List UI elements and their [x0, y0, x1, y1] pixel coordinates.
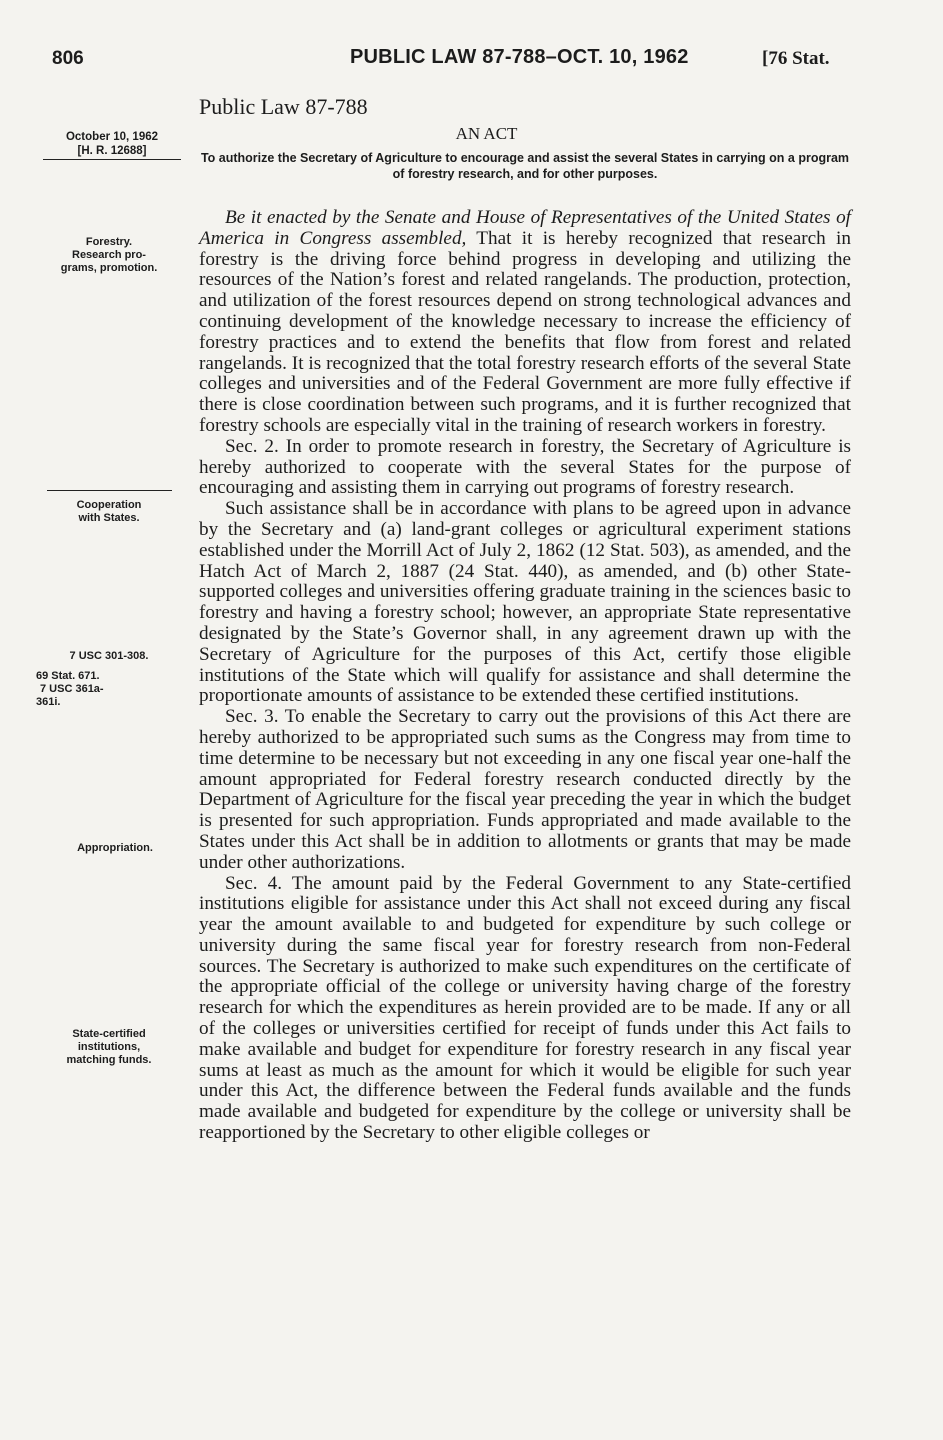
section-4-text: The amount paid by the Federal Government to any State-certified institutions eligible for assistance under this Act shall not exceed during any fiscal year the amount available to and budgeted for expenditure by such college or university during the same fiscal year for forestry research from non-Federal sources. The Secretary is authorized to make such expenditures on the certificate of the appropriate official of the college or university having charge of the forestry research for which the expenditures as herein provided are to be made. If any or all of the colleges or universities certified for receipt of funds under this Act fails to make available and budget for expenditure for forestry research in any fiscal year sums at least as much as the amount for which it would be eligible for such year under this Act, the difference between the Federal funds available and the funds made available and budgeted for expenditure by the college or university shall be reapportioned by the Secretary to other eligible colleges or: [199, 872, 851, 1144]
running-header-title: PUBLIC LAW 87-788–OCT. 10, 1962: [350, 46, 689, 68]
section-1-text: That it is hereby recognized that research in forestry is the driving force behind progress in developing and utilizing the resources of the Nation’s forest and related rangelands. The production, protection, and utilization of the forest resources depend on strong technological advances and continuing development of the knowledge necessary to increase the efficiency of forestry practices and to extend the benefits that flow from forest and related rangelands. It is recognized that the total forestry research efforts of the several State colleges and universities and of the Federal Government are more fully effective if there is close coordination between such programs, and it is further recognized that forestry schools are especially vital in the training of research workers in forestry.: [199, 227, 851, 436]
page-number: 806: [52, 48, 84, 69]
margin-note-state-certified: State-certified institutions, matching funds.: [66, 1028, 152, 1066]
margin-note-appropriation: Appropriation.: [77, 842, 153, 854]
section-3-label: Sec. 3.: [225, 706, 279, 728]
bill-number: [H. R. 12688]: [77, 145, 147, 157]
act-label: AN ACT: [455, 124, 518, 143]
statute-body: [199, 208, 851, 1144]
section-2: [199, 437, 851, 499]
law-title: Public Law 87-788: [199, 94, 368, 119]
section-2-assistance: Such assistance shall be in accordance with plans to be agreed upon in advance by the Secretary and (a) land-grant colleges or agricultural experiment stations established under the Morrill Act of July 2, 1862 (12 Stat. 503), as amended, and the Hatch Act of March 2, 1887 (24 Stat. 440), as amended, and (b) other State-supported colleges and universities offering graduate training in the sciences basic to forestry and having a forestry school; however, an appropriate State representative designated by the State’s Governor shall, in any agreement drawn up with the Secretary of Agriculture for the purposes of this Act, certify those eligible institutions of the State which will qualify for assistance and shall determine the proportionate amounts of assistance to be extended these certified institutions.: [199, 498, 851, 707]
act-purpose: To authorize the Secretary of Agriculture to encourage and assist the several States in carrying on a program of forestry research, and for other purposes.: [200, 151, 850, 181]
section-3: [199, 707, 851, 873]
section-2-label: Sec. 2.: [225, 435, 279, 457]
statute-volume: [76 Stat.: [762, 48, 830, 69]
section-3-text: To enable the Secretary to carry out the provisions of this Act there are hereby authorized to be appropriated such sums as the Congress may from time to time determine to be necessary but not exceeding in any one fiscal year one-half the amount appropriated for Federal forestry research conducted directly by the Department of Agriculture for the fiscal year preceding the year in which the budget is presented for such appropriation. Funds appropriated and made available to the States under this Act shall be in addition to allotments or grants that may be made under other authorizations.: [199, 706, 851, 873]
margin-note-cooperation: Cooperation with States.: [44, 490, 174, 525]
enacting-clause: Be it enacted by the Senate and House of Representatives of the United States of America in Congress assembled,: [199, 207, 851, 249]
section-4-label: Sec. 4.: [225, 872, 283, 894]
margin-note-forestry: Forestry. Research pro- grams, promotion.: [60, 236, 158, 274]
margin-divider: [43, 159, 181, 160]
section-4: [199, 874, 851, 1144]
margin-divider: [47, 490, 172, 491]
margin-note-citations: 69 Stat. 671. 7 USC 361a- 361i.: [36, 670, 104, 708]
margin-note-usc-301: 7 USC 301-308.: [69, 650, 149, 662]
enactment-date: October 10, 1962: [65, 131, 159, 143]
section-1: [199, 208, 851, 437]
section-2-text: In order to promote research in forestry, the Secretary of Agriculture is hereby authorized to cooperate with the several States for the purpose of encouraging and assisting them in carrying out programs of forestry research.: [199, 435, 851, 499]
